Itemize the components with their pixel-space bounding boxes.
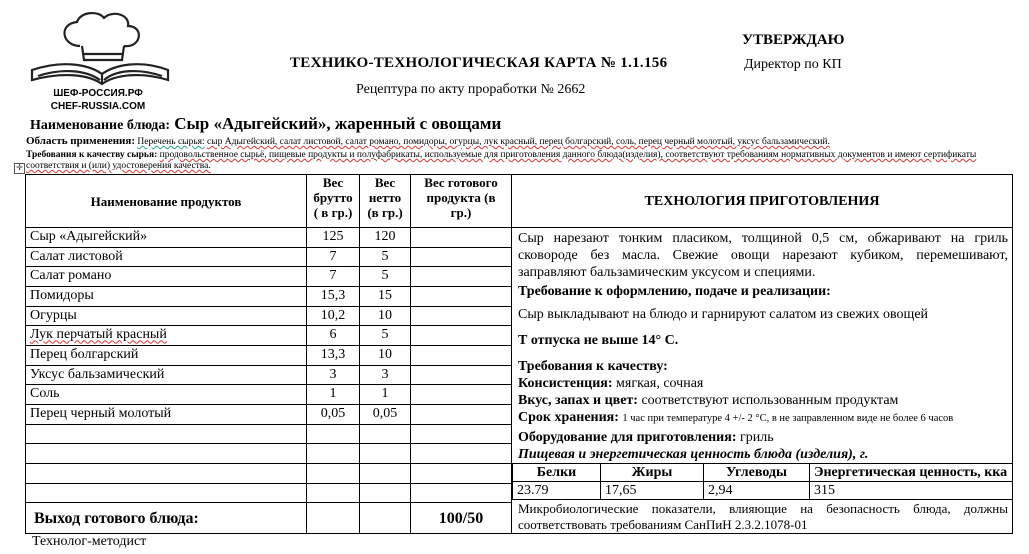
logo-text-ru: ШЕФ-РОССИЯ.РФ [53,88,143,99]
ingredient-final [411,365,512,385]
ingredient-gross: 3 [307,365,360,385]
ingredient-net: 10 [360,306,411,326]
raw-quality-requirements [26,150,991,172]
ingredient-net: 10 [360,345,411,365]
equipment-label: Оборудование для приготовления: [518,430,737,445]
empty-row-cell [307,463,360,483]
ingredient-final [411,385,512,405]
nutrition-header-protein-text: Белки [536,465,577,480]
empty-row-cell [411,483,512,503]
ingredient-final [411,228,512,248]
nutrition-energy: 315 [810,482,1013,500]
nutrition-header-energy-text: Энергетическая ценность, кка [814,465,1008,480]
output-value: 100/50 [411,503,512,534]
serving-title: Требование к оформлению, подаче и реализации: [518,284,831,299]
output-gross-empty [307,503,360,534]
ingredient-name: Помидоры [26,286,307,306]
document-subtitle: Рецептура по акту проработки № 2662 [356,82,586,97]
ingredient-final [411,345,512,365]
ingredient-net: 5 [360,247,411,267]
ingredient-net: 1 [360,385,411,405]
empty-row-cell [411,444,512,464]
equipment-value: гриль [739,430,774,445]
ingredient-gross: 10,2 [307,306,360,326]
nutrition-header-carbs [704,464,810,482]
ingredient-name: Салат листовой [26,247,307,267]
header-gross: Вес брутто ( в гр.) [307,175,360,228]
ingredient-name: Перец болгарский [26,345,307,365]
consistency-value: мягкая, сочная [616,376,704,391]
header-net: Вес нетто (в гр.) [360,175,411,228]
ingredient-gross: 15,3 [307,286,360,306]
nutrition-carbs: 2,94 [704,482,810,500]
ingredient-gross: 13,3 [307,345,360,365]
ingredient-name: Салат романо [26,267,307,287]
nutrition-fat: 17,65 [601,482,704,500]
ingredient-final [411,286,512,306]
empty-row-cell [26,424,307,444]
nutrition-title: Пищевая и энергетическая ценность блюда (изделия), г. [518,447,869,462]
ingredient-gross: 6 [307,326,360,346]
application-area [26,135,830,147]
logo-text-en: CHEF-RUSSIA.COM [50,101,146,112]
ingredient-final [411,404,512,424]
raw-list-label: Перечень сырья: [137,137,205,147]
ingredient-gross: 1 [307,385,360,405]
technology-text: Сыр нарезают тонким пласиком, толщиной 0,5 см, обжаривают на гриль сковороде без масла. Свежие овощи нарезают кубиком, перемешивают, заправляют бальзамическим уксусом и специями. [518,231,1008,280]
empty-row-cell [360,444,411,464]
approve-label: УТВЕРЖДАЮ [742,32,845,48]
technologist-signature-line: Технолог-методист [32,534,147,549]
ingredient-name: Лук перчатый красный [26,326,307,346]
empty-row-cell [307,424,360,444]
raw-quality-text: продовольственное сырьё, пищевые продукты и полуфабрикаты, используемые для приготовления данного блюда(изделия), соответствуют требованиям нормативных документов и имеют сертификаты соответствия и (или) удостоверения качества. [26,150,977,171]
ingredient-net: 5 [360,267,411,287]
raw-quality-label: Требования к качеству сырья: [26,150,158,160]
empty-row-cell [26,463,307,483]
storage-value: 1 час при температуре 4 +/- 2 °С, в не заправленном виде не более 6 часов [622,413,954,424]
output-label: Выход готового блюда: [26,503,307,534]
empty-row-cell [26,483,307,503]
ingredient-name: Огурцы [26,306,307,326]
empty-row-cell [307,483,360,503]
micro-requirements: Микробиологические показатели, влияющие на безопасность блюда, должны соответствовать требованиям СанПиН 2.3.2.1078-01 [518,501,1008,532]
ingredient-final [411,247,512,267]
taste-value: соответствуют использованным продуктам [641,393,899,408]
ingredient-gross: 7 [307,267,360,287]
table-move-handle-icon[interactable]: ✛ [14,163,25,174]
empty-row-cell [360,483,411,503]
ingredient-net: 3 [360,365,411,385]
nutrition-header-fat [601,464,704,482]
output-net-empty [360,503,411,534]
empty-row-cell [411,463,512,483]
raw-list-text: сыр Адыгейский, салат листовой, салат романо, помидоры, огурцы, лук красный, перец болгарский, соль, перец черный молотый, уксус бальзамический. [207,137,830,147]
header-technology: ТЕХНОЛОГИЯ ПРИГОТОВЛЕНИЯ [512,175,1013,228]
application-area-label: Область применения: [26,135,135,147]
chef-hat-book-icon [22,8,174,88]
nutrition-protein: 23.79 [513,482,601,500]
nutrition-header-fat-text: Жиры [631,465,673,480]
ingredient-net: 5 [360,326,411,346]
ingredient-final [411,267,512,287]
dish-label: Наименование блюда: [30,118,170,133]
serving-temperature: Т отпуска не выше 14° С. [518,333,679,348]
header-final: Вес готового продукта (в гр.) [411,175,512,228]
ingredient-net: 120 [360,228,411,248]
ingredient-gross: 125 [307,228,360,248]
empty-row-cell [26,444,307,464]
dish-name: Сыр «Адыгейский», жаренный с овощами [174,114,502,133]
ingredient-gross: 7 [307,247,360,267]
empty-row-cell [411,424,512,444]
storage-label: Срок хранения: [518,410,619,425]
document-title: ТЕХНИКО-ТЕХНОЛОГИЧЕСКАЯ КАРТА № 1.1.156 [290,55,668,71]
ingredient-name: Уксус бальзамический [26,365,307,385]
taste-label: Вкус, запах и цвет: [518,393,638,408]
consistency-label: Консистенция: [518,376,613,391]
nutrition-header-energy [810,464,1013,482]
recipe-table [25,174,1013,534]
nutrition-header-protein [513,464,601,482]
nutrition-header-carbs-text: Углеводы [726,465,787,480]
ingredient-gross: 0,05 [307,404,360,424]
ingredient-name: Перец черный молотый [26,404,307,424]
ingredient-final [411,306,512,326]
quality-title: Требования к качеству: [518,359,668,374]
director-label: Директор по КП [744,57,842,72]
ingredient-net: 0,05 [360,404,411,424]
header-product-name: Наименование продуктов [26,175,307,228]
ingredient-name: Сыр «Адыгейский» [26,228,307,248]
ingredient-name: Соль [26,385,307,405]
nutrition-table [512,463,1013,500]
serving-text: Сыр выкладывают на блюдо и гарнируют салатом из свежих овощей [518,307,929,322]
empty-row-cell [360,424,411,444]
site-logo [22,8,174,116]
technology-cell [512,228,1013,534]
empty-row-cell [360,463,411,483]
dish-name-line [30,114,501,134]
technology-block [512,228,1012,463]
empty-row-cell [307,444,360,464]
ingredient-final [411,326,512,346]
ingredient-net: 15 [360,286,411,306]
